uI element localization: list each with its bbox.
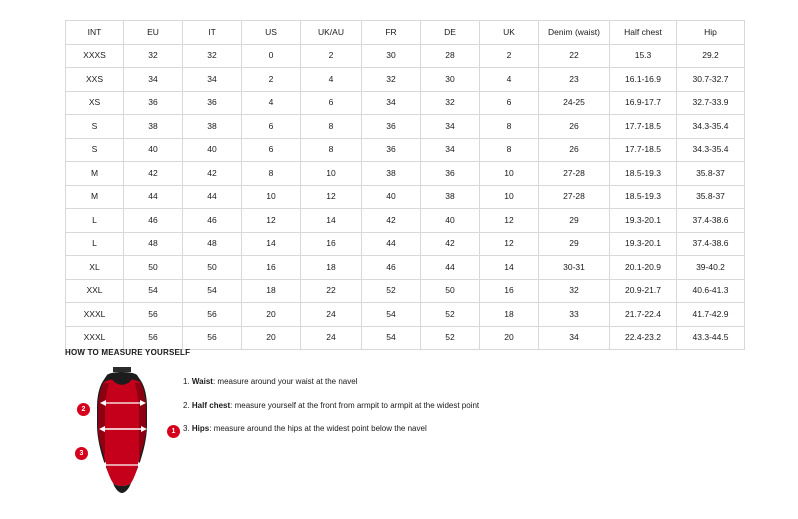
column-header-hip: Hip <box>677 21 745 45</box>
table-cell: 6 <box>480 91 539 115</box>
table-row <box>66 68 745 92</box>
table-cell: 36 <box>183 91 242 115</box>
table-cell: 18.5-19.3 <box>610 185 677 209</box>
table-cell: XL <box>66 256 124 280</box>
measure-instructions <box>183 367 479 448</box>
table-cell: 44 <box>362 232 421 256</box>
table-row <box>66 279 745 303</box>
table-cell: 54 <box>124 279 183 303</box>
table-cell: 16.1-16.9 <box>610 68 677 92</box>
table-cell: 10 <box>242 185 301 209</box>
column-header-half-chest: Half chest <box>610 21 677 45</box>
table-cell: S <box>66 115 124 139</box>
table-cell: 42 <box>124 162 183 186</box>
table-cell: 42 <box>421 232 480 256</box>
table-cell: 0 <box>242 44 301 68</box>
table-header-row <box>66 21 745 45</box>
table-cell: 32 <box>183 44 242 68</box>
table-cell: XS <box>66 91 124 115</box>
column-header-us: US <box>242 21 301 45</box>
table-cell: 35.8-37 <box>677 185 745 209</box>
table-cell: 40.6-41.3 <box>677 279 745 303</box>
table-row <box>66 185 745 209</box>
table-cell: 40 <box>183 138 242 162</box>
table-cell: 6 <box>301 91 362 115</box>
table-cell: 20.9-21.7 <box>610 279 677 303</box>
table-cell: 4 <box>242 91 301 115</box>
table-cell: 52 <box>421 326 480 350</box>
table-cell: XXXL <box>66 303 124 327</box>
table-cell: 40 <box>421 209 480 233</box>
table-cell: 20 <box>242 326 301 350</box>
table-cell: 10 <box>480 162 539 186</box>
table-cell: 16 <box>242 256 301 280</box>
table-cell: 26 <box>539 138 610 162</box>
table-cell: 15.3 <box>610 44 677 68</box>
table-cell: 12 <box>301 185 362 209</box>
measure-badge-3: 3 <box>75 447 88 460</box>
column-header-uk: UK <box>480 21 539 45</box>
table-cell: 44 <box>183 185 242 209</box>
table-cell: 32.7-33.9 <box>677 91 745 115</box>
table-cell: 54 <box>183 279 242 303</box>
mannequin-svg <box>83 367 161 495</box>
table-cell: 30 <box>421 68 480 92</box>
table-cell: XXXS <box>66 44 124 68</box>
table-cell: 29.2 <box>677 44 745 68</box>
measure-term-waist: Waist <box>191 377 213 386</box>
table-cell: 34 <box>362 91 421 115</box>
table-cell: 29 <box>539 232 610 256</box>
table-cell: 35.8-37 <box>677 162 745 186</box>
table-cell: 32 <box>124 44 183 68</box>
mannequin-illustration <box>79 367 176 495</box>
table-cell: 17.7-18.5 <box>610 138 677 162</box>
table-row <box>66 91 745 115</box>
table-cell: 40 <box>124 138 183 162</box>
table-cell: 16 <box>480 279 539 303</box>
measure-instruction-waist <box>183 377 479 387</box>
table-cell: 56 <box>124 303 183 327</box>
table-cell: 10 <box>301 162 362 186</box>
table-row <box>66 44 745 68</box>
table-cell: 22 <box>301 279 362 303</box>
table-header <box>66 21 745 45</box>
table-cell: 27-28 <box>539 162 610 186</box>
table-cell: 30-31 <box>539 256 610 280</box>
table-row <box>66 162 745 186</box>
table-cell: 14 <box>242 232 301 256</box>
table-cell: 32 <box>539 279 610 303</box>
table-cell: 34 <box>124 68 183 92</box>
table-cell: 21.7-22.4 <box>610 303 677 327</box>
table-cell: 38 <box>124 115 183 139</box>
table-cell: 42 <box>183 162 242 186</box>
column-header-denim-waist: Denim (waist) <box>539 21 610 45</box>
table-cell: 36 <box>421 162 480 186</box>
measure-badge-1: 1 <box>167 425 180 438</box>
table-cell: 39-40.2 <box>677 256 745 280</box>
table-cell: 22 <box>539 44 610 68</box>
table-cell: 56 <box>183 303 242 327</box>
table-cell: 34.3-35.4 <box>677 138 745 162</box>
table-cell: 41.7-42.9 <box>677 303 745 327</box>
table-cell: 6 <box>242 115 301 139</box>
table-cell: 27-28 <box>539 185 610 209</box>
table-cell: 30 <box>362 44 421 68</box>
table-row <box>66 209 745 233</box>
table-cell: 18.5-19.3 <box>610 162 677 186</box>
table-cell: 54 <box>362 326 421 350</box>
table-cell: 12 <box>242 209 301 233</box>
table-cell: 30.7-32.7 <box>677 68 745 92</box>
table-cell: 34.3-35.4 <box>677 115 745 139</box>
table-cell: 43.3-44.5 <box>677 326 745 350</box>
table-cell: 46 <box>183 209 242 233</box>
table-cell: 22.4-23.2 <box>610 326 677 350</box>
table-cell: 16.9-17.7 <box>610 91 677 115</box>
table-cell: M <box>66 162 124 186</box>
measure-number-3: 3. <box>183 424 190 434</box>
table-cell: 8 <box>480 138 539 162</box>
table-row <box>66 326 745 350</box>
table-cell: 50 <box>421 279 480 303</box>
table-cell: 32 <box>421 91 480 115</box>
table-cell: 8 <box>242 162 301 186</box>
column-header-fr: FR <box>362 21 421 45</box>
table-cell: 12 <box>480 209 539 233</box>
column-header-it: IT <box>183 21 242 45</box>
size-conversion-table <box>65 20 745 350</box>
table-row <box>66 303 745 327</box>
table-cell: 48 <box>124 232 183 256</box>
table-cell: 19.3-20.1 <box>610 209 677 233</box>
table-cell: 44 <box>421 256 480 280</box>
table-cell: 18 <box>480 303 539 327</box>
table-cell: L <box>66 232 124 256</box>
table-cell: 19.3-20.1 <box>610 232 677 256</box>
table-cell: 20 <box>242 303 301 327</box>
measure-badge-2: 2 <box>77 403 90 416</box>
table-cell: 36 <box>124 91 183 115</box>
how-to-measure-title: HOW TO MEASURE YOURSELF <box>65 348 191 357</box>
table-cell: 10 <box>480 185 539 209</box>
table-cell: 46 <box>124 209 183 233</box>
table-cell: 32 <box>362 68 421 92</box>
table-cell: 24-25 <box>539 91 610 115</box>
table-cell: 46 <box>362 256 421 280</box>
how-to-measure-section <box>65 348 733 497</box>
size-table-container <box>65 20 733 350</box>
table-cell: 4 <box>480 68 539 92</box>
table-cell: 34 <box>421 138 480 162</box>
table-cell: M <box>66 185 124 209</box>
measure-text-hips: : measure around the hips at the widest point below the navel <box>209 424 427 434</box>
table-cell: 37.4-38.6 <box>677 209 745 233</box>
table-cell: 24 <box>301 326 362 350</box>
table-cell: 40 <box>362 185 421 209</box>
table-body <box>66 44 745 350</box>
table-cell: 44 <box>124 185 183 209</box>
table-cell: 38 <box>421 185 480 209</box>
column-header-eu: EU <box>124 21 183 45</box>
table-cell: L <box>66 209 124 233</box>
mannequin-figure-container <box>65 367 175 497</box>
table-cell: 18 <box>301 256 362 280</box>
table-cell: 33 <box>539 303 610 327</box>
table-cell: 48 <box>183 232 242 256</box>
table-cell: 24 <box>301 303 362 327</box>
table-cell: 2 <box>301 44 362 68</box>
table-cell: 34 <box>539 326 610 350</box>
table-cell: 20 <box>480 326 539 350</box>
table-cell: 29 <box>539 209 610 233</box>
column-header-de: DE <box>421 21 480 45</box>
table-cell: 34 <box>183 68 242 92</box>
table-cell: 37.4-38.6 <box>677 232 745 256</box>
table-cell: 52 <box>421 303 480 327</box>
table-cell: 34 <box>421 115 480 139</box>
table-cell: 8 <box>301 138 362 162</box>
table-cell: 12 <box>480 232 539 256</box>
table-cell: 28 <box>421 44 480 68</box>
table-cell: 18 <box>242 279 301 303</box>
table-cell: 14 <box>301 209 362 233</box>
table-cell: 23 <box>539 68 610 92</box>
table-cell: 50 <box>124 256 183 280</box>
table-row <box>66 115 745 139</box>
table-cell: 4 <box>301 68 362 92</box>
measure-text-half-chest: : measure yourself at the front from armpit to armpit at the widest point <box>230 400 480 410</box>
table-cell: 6 <box>242 138 301 162</box>
table-cell: 20.1-20.9 <box>610 256 677 280</box>
table-cell: 56 <box>183 326 242 350</box>
how-to-measure-body <box>65 367 733 497</box>
measure-number-2: 2. <box>183 400 190 410</box>
column-header-int: INT <box>66 21 124 45</box>
measure-instruction-hips <box>183 424 479 434</box>
table-cell: 50 <box>183 256 242 280</box>
measure-term-half-chest: Half chest <box>191 400 231 410</box>
table-cell: 42 <box>362 209 421 233</box>
measure-text-waist: : measure around your waist at the navel <box>212 377 358 386</box>
table-cell: 52 <box>362 279 421 303</box>
table-cell: 26 <box>539 115 610 139</box>
table-cell: 8 <box>301 115 362 139</box>
table-cell: 56 <box>124 326 183 350</box>
table-cell: 38 <box>183 115 242 139</box>
table-row <box>66 256 745 280</box>
measure-term-hips: Hips <box>191 424 210 434</box>
table-row <box>66 232 745 256</box>
column-header-uk-au: UK/AU <box>301 21 362 45</box>
table-cell: 16 <box>301 232 362 256</box>
table-row <box>66 138 745 162</box>
table-cell: XXL <box>66 279 124 303</box>
table-cell: 36 <box>362 115 421 139</box>
table-cell: 2 <box>242 68 301 92</box>
table-cell: 14 <box>480 256 539 280</box>
table-cell: 38 <box>362 162 421 186</box>
measure-number-1: 1. <box>183 377 190 386</box>
table-cell: 2 <box>480 44 539 68</box>
table-cell: 36 <box>362 138 421 162</box>
measure-instruction-half-chest <box>183 401 479 411</box>
table-cell: S <box>66 138 124 162</box>
table-cell: 17.7-18.5 <box>610 115 677 139</box>
table-cell: XXXL <box>66 326 124 350</box>
table-cell: 54 <box>362 303 421 327</box>
table-cell: XXS <box>66 68 124 92</box>
table-cell: 8 <box>480 115 539 139</box>
